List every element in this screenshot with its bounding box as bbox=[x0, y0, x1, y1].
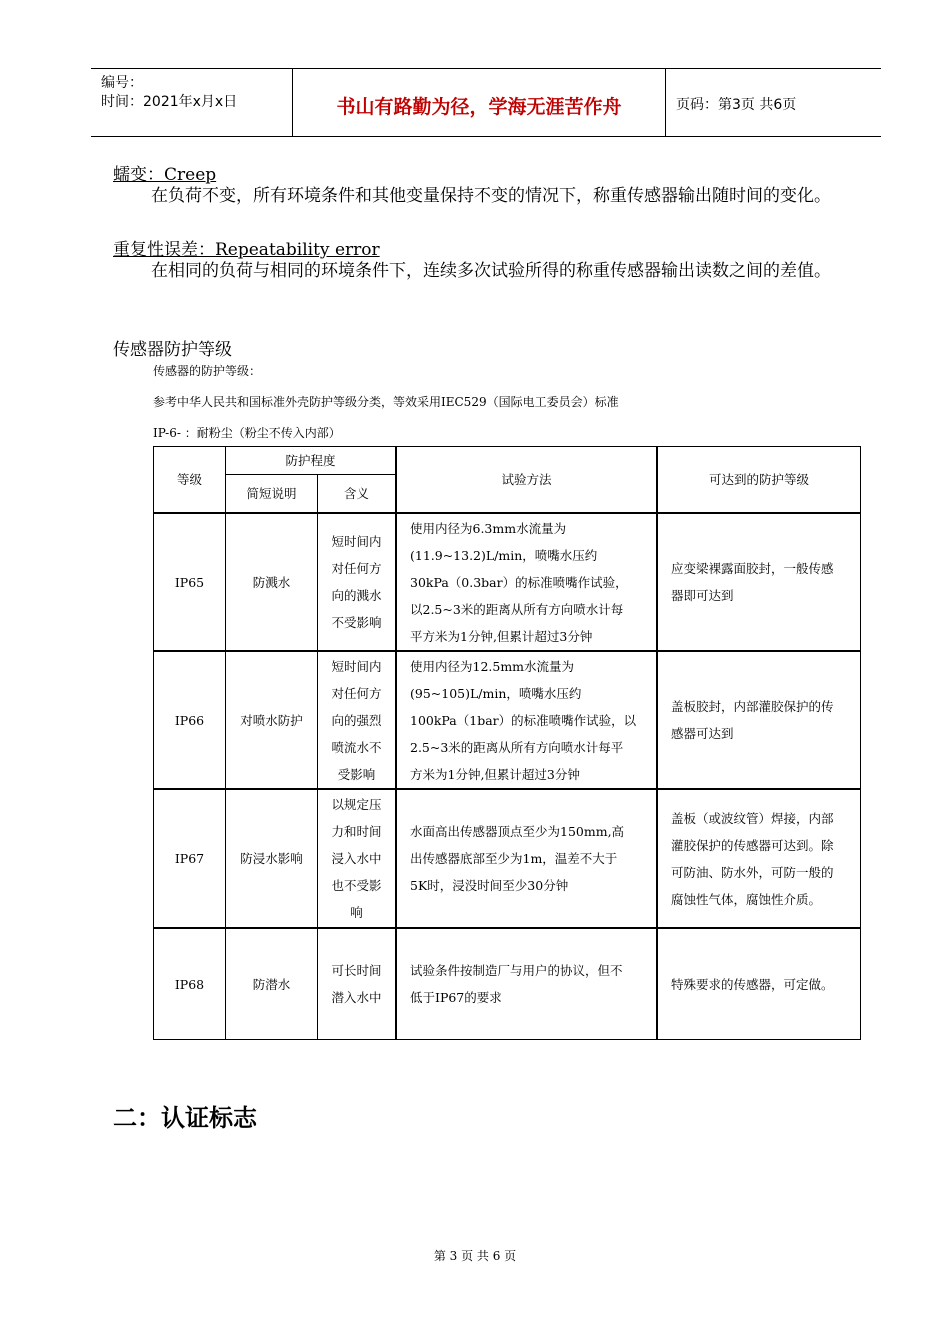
header-left-cell bbox=[91, 69, 293, 136]
row-ip67-brief: 防浸水影响 bbox=[240, 851, 303, 866]
protection-intro-1: 传感器的防护等级： bbox=[153, 364, 262, 378]
row-ip65-meaning: 短时间内 对任何方 向的溅水 不受影响 bbox=[331, 534, 382, 630]
row-ip68-grade: IP68 bbox=[174, 976, 205, 992]
row-ip68-level: 特殊要求的传感器，可定做。 bbox=[671, 976, 834, 992]
term-title-repeatability: 重复性误差：Repeatability error bbox=[113, 240, 380, 260]
row-ip66-method: 使用内径为12.5mm水流量为 (95~105)L/min，喷嘴水压约 100kPa（1bar）的标准喷嘴作试验，以 2.5~3米的距离从所有方向喷水计每平 方米为1分钟,但累计超过3分钟 bbox=[410, 658, 637, 782]
row-ip67-method: 水面高出传感器顶点至少为150mm,高 出传感器底部至少为1m，温差不大于 5K时，浸没时间至少30分钟 bbox=[410, 824, 625, 893]
th-brief: 简短说明 bbox=[246, 486, 297, 501]
protection-intro-2: 参考中华人民共和国标准外壳防护等级分类，等效采用IEC529（国际电工委员会）标准 bbox=[153, 395, 619, 409]
row-ip65-level: 应变梁裸露面胶封，一般传感 器即可达到 bbox=[671, 561, 834, 603]
th-grade: 等级 bbox=[176, 472, 202, 487]
page-footer: 第 3 页 共 6 页 bbox=[433, 1249, 517, 1263]
row-ip65-method: 使用内径为6.3mm水流量为 (11.9~13.2)L/min，喷嘴水压约 30kPa（0.3bar）的标准喷嘴作试验， 以2.5~3米的距离从所有方向喷水计每 平方米为1分钟,但累计超过3分钟 bbox=[410, 520, 628, 644]
header-center-cell bbox=[293, 69, 666, 136]
row-ip67-level: 盖板（或波纹管）焊接，内部 灌胶保护的传感器可达到。除 可防油、防水外，可防一般的 腐蚀性气体，腐蚀性介质。 bbox=[671, 810, 834, 907]
row-ip66-meaning: 短时间内 对任何方 向的强烈 喷流水不 受影响 bbox=[331, 658, 382, 782]
protection-heading: 传感器防护等级 bbox=[113, 340, 232, 360]
header-page-label: 页码：第3页 共6页 bbox=[676, 97, 797, 113]
header-right-cell bbox=[666, 69, 881, 136]
term-body-repeatability: 在相同的负荷与相同的环境条件下，连续多次试验所得的称重传感器输出读数之间的差值。 bbox=[151, 261, 831, 281]
row-ip67-meaning: 以规定压 力和时间 浸入水中 也不受影 响 bbox=[331, 797, 382, 920]
section-title: 二：认证标志 bbox=[113, 1104, 257, 1132]
row-ip65-brief: 防溅水 bbox=[252, 574, 291, 590]
row-ip65-grade: IP65 bbox=[174, 574, 205, 590]
protection-intro-3: IP-6- ：耐粉尘（粉尘不传入内部） bbox=[153, 426, 341, 440]
row-ip67-grade: IP67 bbox=[174, 851, 205, 866]
header-motto: 书山有路勤为径，学海无涯苦作舟 bbox=[336, 96, 622, 118]
th-degree: 防护程度 bbox=[285, 453, 336, 468]
document-number-label: 编号： bbox=[101, 75, 143, 91]
row-ip66-grade: IP66 bbox=[174, 712, 205, 728]
term-body-creep: 在负荷不变，所有环境条件和其他变量保持不变的情况下，称重传感器输出随时间的变化。 bbox=[151, 186, 831, 206]
th-method: 试验方法 bbox=[501, 472, 552, 487]
document-time-label: 时间：2021年x月x日 bbox=[101, 94, 238, 110]
row-ip68-meaning: 可长时间 潜入水中 bbox=[331, 963, 382, 1005]
row-ip66-brief: 对喷水防护 bbox=[240, 712, 303, 728]
th-meaning: 含义 bbox=[343, 486, 369, 501]
row-ip66-level: 盖板胶封，内部灌胶保护的传 感器可达到 bbox=[671, 699, 834, 741]
page-header bbox=[91, 68, 881, 137]
row-ip68-method: 试验条件按制造厂与用户的协议，但不 低于IP67的要求 bbox=[410, 963, 623, 1005]
row-ip68-brief: 防潜水 bbox=[252, 976, 291, 992]
term-title-creep: 蠕变：Creep bbox=[113, 165, 217, 185]
protection-table bbox=[153, 446, 861, 1040]
th-level: 可达到的防护等级 bbox=[708, 472, 809, 487]
